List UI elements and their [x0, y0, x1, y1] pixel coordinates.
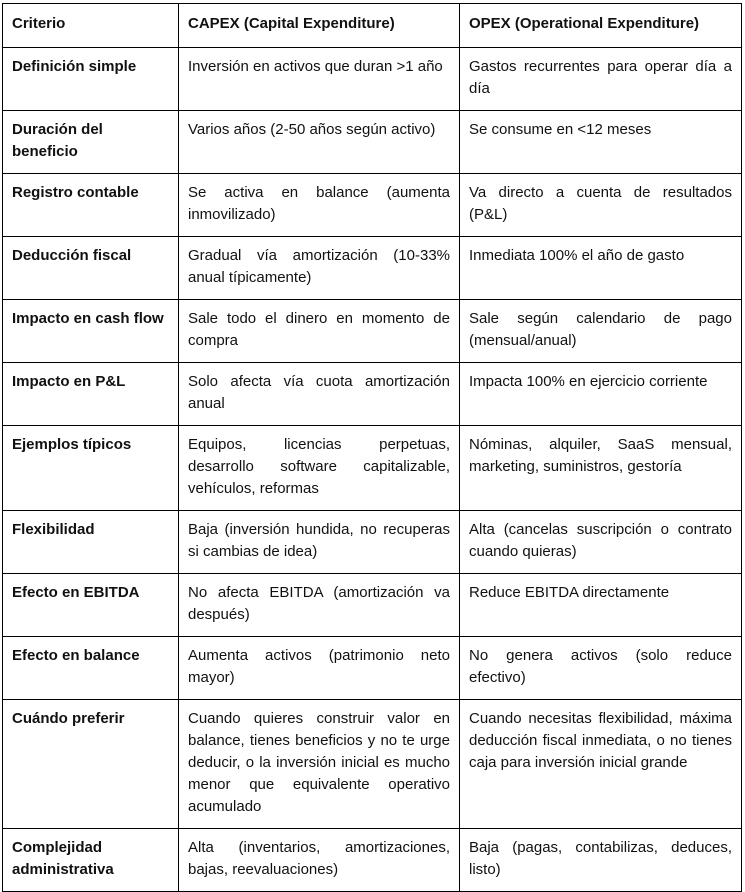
table-row: [3, 111, 742, 174]
capex-cell: Baja (inversión hundida, no recuperas si cambias de idea): [179, 511, 460, 574]
table-row: [3, 511, 742, 574]
criterion-cell: Duración del beneficio: [3, 111, 179, 174]
table-row: [3, 426, 742, 511]
criterion-cell: Cuándo preferir: [3, 700, 179, 829]
capex-cell: Cuando quieres construir valor en balance, tienes beneficios y no te urge deducir, o la inversión inicial es mucho menor que equivalente operativo acumulado: [179, 700, 460, 829]
capex-cell: No afecta EBITDA (amortización va después): [179, 574, 460, 637]
opex-cell: Nóminas, alquiler, SaaS mensual, marketing, suministros, gestoría: [460, 426, 742, 511]
table-row: [3, 237, 742, 300]
opex-cell: No genera activos (solo reduce efectivo): [460, 637, 742, 700]
capex-cell: Equipos, licencias perpetuas, desarrollo software capitalizable, vehículos, reformas: [179, 426, 460, 511]
table-row: [3, 300, 742, 363]
criterion-cell: Definición simple: [3, 48, 179, 111]
opex-cell: Va directo a cuenta de resultados (P&L): [460, 174, 742, 237]
table-row: [3, 363, 742, 426]
opex-cell: Inmediata 100% el año de gasto: [460, 237, 742, 300]
header-opex: OPEX (Operational Expenditure): [460, 4, 742, 48]
opex-cell: Cuando necesitas flexibilidad, máxima deducción fiscal inmediata, o no tienes caja para inversión inicial grande: [460, 700, 742, 829]
capex-cell: Alta (inventarios, amortizaciones, bajas, reevaluaciones): [179, 829, 460, 892]
capex-cell: Solo afecta vía cuota amortización anual: [179, 363, 460, 426]
opex-cell: Baja (pagas, contabilizas, deduces, listo): [460, 829, 742, 892]
criterion-cell: Efecto en EBITDA: [3, 574, 179, 637]
capex-cell: Aumenta activos (patrimonio neto mayor): [179, 637, 460, 700]
table-header-row: [3, 4, 742, 48]
criterion-cell: Efecto en balance: [3, 637, 179, 700]
opex-cell: Reduce EBITDA directamente: [460, 574, 742, 637]
criterion-cell: Deducción fiscal: [3, 237, 179, 300]
criterion-cell: Impacto en P&L: [3, 363, 179, 426]
opex-cell: Sale según calendario de pago (mensual/anual): [460, 300, 742, 363]
header-capex: CAPEX (Capital Expenditure): [179, 4, 460, 48]
opex-cell: Se consume en <12 meses: [460, 111, 742, 174]
opex-cell: Alta (cancelas suscripción o contrato cuando quieras): [460, 511, 742, 574]
capex-cell: Sale todo el dinero en momento de compra: [179, 300, 460, 363]
criterion-cell: Flexibilidad: [3, 511, 179, 574]
opex-cell: Impacta 100% en ejercicio corriente: [460, 363, 742, 426]
criterion-cell: Complejidad administrativa: [3, 829, 179, 892]
capex-cell: Varios años (2-50 años según activo): [179, 111, 460, 174]
comparison-table: [2, 3, 742, 892]
table-row: [3, 829, 742, 892]
table-row: [3, 48, 742, 111]
table-row: [3, 637, 742, 700]
capex-cell: Inversión en activos que duran >1 año: [179, 48, 460, 111]
table-row: [3, 174, 742, 237]
criterion-cell: Impacto en cash flow: [3, 300, 179, 363]
table-row: [3, 700, 742, 829]
capex-cell: Se activa en balance (aumenta inmovilizado): [179, 174, 460, 237]
header-criterio: Criterio: [3, 4, 179, 48]
opex-cell: Gastos recurrentes para operar día a día: [460, 48, 742, 111]
criterion-cell: Ejemplos típicos: [3, 426, 179, 511]
capex-cell: Gradual vía amortización (10-33% anual típicamente): [179, 237, 460, 300]
criterion-cell: Registro contable: [3, 174, 179, 237]
table-row: [3, 574, 742, 637]
